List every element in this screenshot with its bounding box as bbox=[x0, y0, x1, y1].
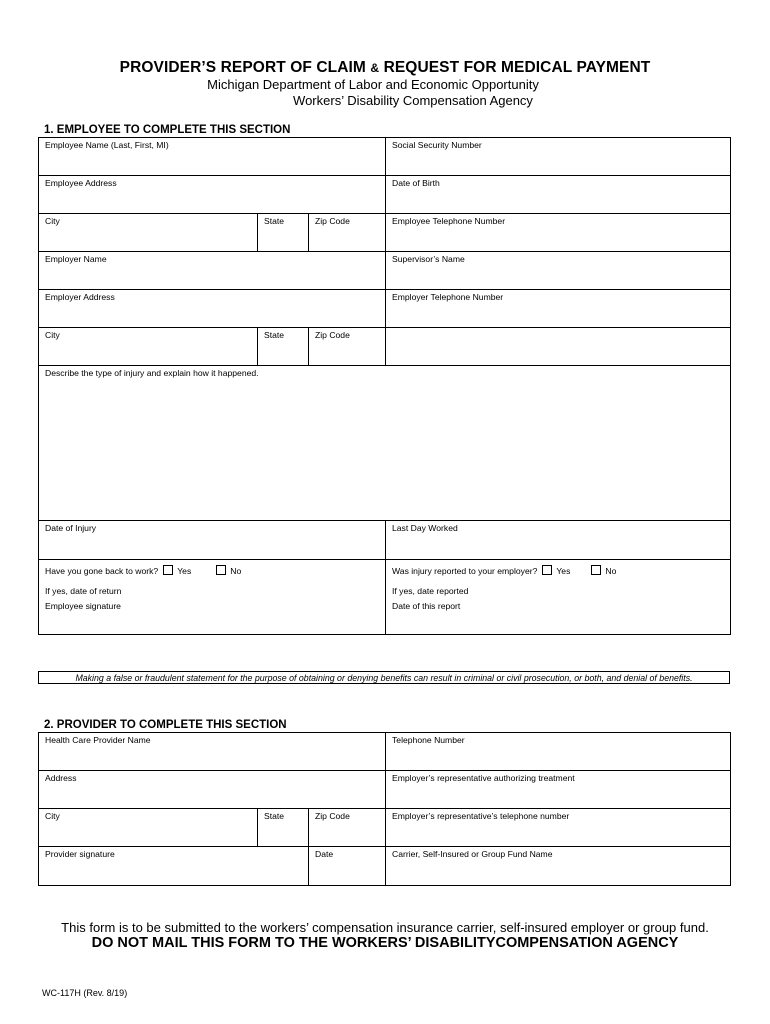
back-to-work-question bbox=[45, 565, 379, 576]
employee-phone-field[interactable] bbox=[386, 214, 731, 252]
form-number: WC-117H (Rev. 8/19) bbox=[42, 988, 128, 998]
provider-date-field[interactable] bbox=[309, 847, 386, 886]
back-to-work-yes-checkbox[interactable] bbox=[163, 565, 173, 575]
section-1-heading: 1. EMPLOYEE TO COMPLETE THIS SECTION bbox=[44, 124, 291, 136]
reported-no-checkbox[interactable] bbox=[591, 565, 601, 575]
employee-state-field[interactable] bbox=[258, 214, 309, 252]
section-2-heading: 2. PROVIDER TO COMPLETE THIS SECTION bbox=[44, 719, 287, 731]
employer-zip-field[interactable] bbox=[309, 328, 386, 366]
city-label: City bbox=[45, 216, 60, 226]
address-label: Address bbox=[45, 773, 77, 783]
employer-state-field[interactable] bbox=[258, 328, 309, 366]
title-part-2: REQUEST FOR MEDICAL PAYMENT bbox=[383, 59, 651, 76]
injury-description-field[interactable] bbox=[39, 366, 731, 521]
employee-city-field[interactable] bbox=[39, 214, 258, 252]
provider-phone-field[interactable] bbox=[386, 733, 731, 771]
employer-extra-field[interactable] bbox=[386, 328, 731, 366]
date-label: Date bbox=[315, 849, 334, 859]
employee-name-field[interactable] bbox=[39, 138, 386, 176]
provider-name-label: Health Care Provider Name bbox=[45, 735, 151, 745]
employer-phone-field[interactable] bbox=[386, 290, 731, 328]
no-label: No bbox=[605, 566, 617, 576]
reported-label: Was injury reported to your employer? bbox=[392, 566, 538, 576]
provider-address-field[interactable] bbox=[39, 771, 386, 809]
date-of-injury-field[interactable] bbox=[39, 521, 386, 560]
employer-address-field[interactable] bbox=[39, 290, 386, 328]
employee-signature-label: Employee signature bbox=[45, 601, 121, 611]
employee-address-field[interactable] bbox=[39, 176, 386, 214]
employer-address-label: Employer Address bbox=[45, 292, 115, 302]
employee-zip-field[interactable] bbox=[309, 214, 386, 252]
employer-name-field[interactable] bbox=[39, 252, 386, 290]
back-to-work-cell bbox=[39, 560, 386, 635]
date-of-return-label: If yes, date of return bbox=[45, 586, 122, 596]
date-of-report-label: Date of this report bbox=[392, 601, 461, 611]
employer-name-label: Employer Name bbox=[45, 254, 107, 264]
date-of-injury-label: Date of Injury bbox=[45, 523, 97, 533]
provider-zip-field[interactable] bbox=[309, 809, 386, 847]
provider-city-field[interactable] bbox=[39, 809, 258, 847]
provider-name-field[interactable] bbox=[39, 733, 386, 771]
supervisor-field[interactable] bbox=[386, 252, 731, 290]
employee-address-label: Employee Address bbox=[45, 178, 117, 188]
employer-rep-field[interactable] bbox=[386, 771, 731, 809]
department-name: Michigan Department of Labor and Economic Opportunity bbox=[207, 77, 539, 92]
zip-label: Zip Code bbox=[315, 330, 350, 340]
rep-phone-field[interactable] bbox=[386, 809, 731, 847]
reported-cell bbox=[386, 560, 731, 635]
telephone-label: Telephone Number bbox=[392, 735, 465, 745]
ssn-label: Social Security Number bbox=[392, 140, 482, 150]
no-label: No bbox=[230, 566, 242, 576]
employee-section-table bbox=[38, 137, 731, 635]
form-title bbox=[0, 59, 770, 77]
employee-phone-label: Employee Telephone Number bbox=[392, 216, 506, 226]
provider-signature-field[interactable] bbox=[39, 847, 309, 886]
state-label: State bbox=[264, 330, 285, 340]
agency-name: Workers’ Disability Compensation Agency bbox=[293, 93, 533, 108]
carrier-label: Carrier, Self-Insured or Group Fund Name bbox=[392, 849, 553, 859]
state-label: State bbox=[264, 811, 285, 821]
zip-label: Zip Code bbox=[315, 811, 350, 821]
city-label: City bbox=[45, 811, 60, 821]
ssn-field[interactable] bbox=[386, 138, 731, 176]
rep-phone-label: Employer’s representative’s telephone number bbox=[392, 811, 570, 821]
do-not-mail-notice: DO NOT MAIL THIS FORM TO THE WORKERS’ DISABILITYCOMPENSATION AGENCY bbox=[91, 935, 679, 951]
last-day-worked-label: Last Day Worked bbox=[392, 523, 458, 533]
employer-phone-label: Employer Telephone Number bbox=[392, 292, 504, 302]
injury-description-label: Describe the type of injury and explain how it happened. bbox=[45, 368, 259, 378]
provider-state-field[interactable] bbox=[258, 809, 309, 847]
yes-label: Yes bbox=[556, 566, 571, 576]
date-reported-label: If yes, date reported bbox=[392, 586, 469, 596]
title-ampersand: & bbox=[370, 61, 380, 75]
submission-note: This form is to be submitted to the workers’ compensation insurance carrier, self-insured employer or group fund. bbox=[61, 920, 709, 935]
employer-rep-label: Employer’s representative authorizing treatment bbox=[392, 773, 575, 783]
dob-label: Date of Birth bbox=[392, 178, 440, 188]
back-to-work-no-checkbox[interactable] bbox=[216, 565, 226, 575]
last-day-worked-field[interactable] bbox=[386, 521, 731, 560]
title-part-1: PROVIDER’S REPORT OF CLAIM bbox=[119, 59, 366, 76]
yes-label: Yes bbox=[177, 566, 192, 576]
employee-name-label: Employee Name (Last, First, MI) bbox=[45, 140, 169, 150]
provider-signature-label: Provider signature bbox=[45, 849, 115, 859]
carrier-field[interactable] bbox=[386, 847, 731, 886]
back-to-work-label: Have you gone back to work? bbox=[45, 566, 159, 576]
fraud-warning: Making a false or fraudulent statement for the purpose of obtaining or denying benefits can result in criminal or civil prosecution, or both, and denial of benefits. bbox=[38, 671, 730, 684]
provider-section-table bbox=[38, 732, 731, 886]
supervisor-label: Supervisor’s Name bbox=[392, 254, 465, 264]
reported-question bbox=[392, 565, 724, 576]
reported-yes-checkbox[interactable] bbox=[542, 565, 552, 575]
city-label: City bbox=[45, 330, 60, 340]
dob-field[interactable] bbox=[386, 176, 731, 214]
employer-city-field[interactable] bbox=[39, 328, 258, 366]
zip-label: Zip Code bbox=[315, 216, 350, 226]
state-label: State bbox=[264, 216, 285, 226]
